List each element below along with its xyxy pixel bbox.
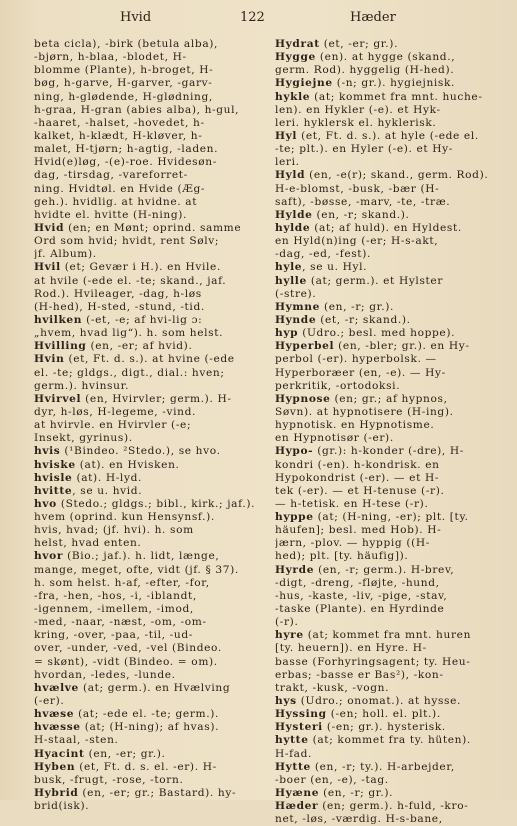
entry-line: jærn, -plov. — hyppig ((H- [275,537,430,550]
entry-line: Hyperboræer (en, -e). — Hy- [275,366,446,379]
entry-line: Hymne (en, -r; gr.). [275,300,394,313]
headword: Hvid [34,221,65,234]
entry-line: [ty. heuern]). en Hyre. H- [275,642,427,655]
entry-line: H-e-blomst, -busk, -bær (H- [275,182,440,195]
entry-line: trakt, -kusk, -vogn. [275,681,390,694]
entry-line: leri. [275,156,300,169]
entry-line: Hypokondrist (-er). — et H- [275,471,440,484]
entry-line: hytte (at; kommet fra ty. hüten). [275,734,471,747]
entry-line: -med, -naar, -næst, -om, -om- [34,616,207,629]
headword: Hyæne [275,787,320,800]
headword: hykle [275,90,311,103]
entry-line: Hvil (et; Gevær i H.). en Hvile. [34,261,221,274]
entry-line: (-r). [275,616,299,629]
entry-line: hvis (¹Bindeo. ²Stedo.), se hvo. [34,445,221,458]
entry-line: hyle, se u. Hyl. [275,261,368,274]
entry-line: Hypo- (gr.): h-konder (-dre), H- [275,445,465,458]
entry-line: dyr, h-løs, H-legeme, -vind. [34,405,197,418]
headword: hytte [275,734,309,747]
entry-line: malet, H-tjørn; h-agtig, -laden. [34,143,219,156]
headword: Hynde [275,313,317,326]
entry-line: Hylde (en, -r; skand.). [275,208,410,221]
entry-line: perbol (-er). hyperbolsk. — [275,353,437,366]
headword: Hyperbel [275,340,335,353]
entry-line: Hvilling (en, -er; af hvid). [34,340,193,353]
entry-line: Hyæne (en, -r; gr.). [275,787,394,800]
entry-line: hyppe (at; (H-ning, -er); plt. [ty. [275,511,469,524]
entry-line: häufen]; besl. med Hob). H- [275,524,442,537]
entry-line: Hyacint (en, -er; gr.). [34,747,166,760]
entry-line: Hyrde (en, -r; germ.). H-brev, [275,563,455,576]
entry-line: hvidte el. hvitte (H-ning). [34,208,188,221]
headword: Hæder [275,800,319,813]
headword: hvitte [34,484,73,497]
left-column [34,38,260,813]
headword: Hypo- [275,445,314,458]
entry-line: jf. Album). [34,248,97,261]
headword: hvæse [34,708,75,721]
headword: hylde [275,221,311,234]
headword: Hymne [275,300,320,313]
entry-line: Hvid(e)løg, -(e)-roe. Hvidesøn- [34,156,217,169]
entry-line: hyp (Udro.; besl. med hoppe). [275,327,456,340]
entry-line: kondri (-en). h-kondrisk. en [275,458,440,471]
entry-line: Insekt, gyrinus). [34,432,133,445]
entry-line: hylle (at; germ.). et Hylster [275,274,444,287]
entry-line: hvisle (at). H-lyd. [34,471,142,484]
entry-line: kring, -over, -paa, -til, -ud- [34,629,193,642]
headword: Hyben [34,760,76,773]
headword: hvælve [34,681,79,694]
headword: Hyld [275,169,306,182]
entry-line: bøg, h-garve, H-garver, -garv- [34,77,213,90]
entry-line: hvis, hvad; (jf. hvi). h. som [34,524,194,537]
headword: Hyl [275,129,298,142]
entry-line: basse (Forhyringsagent; ty. Heu- [275,655,471,668]
headword: Hvin [34,353,65,366]
entry-line: Hytte (en, -r; ty.). H-arbejder, [275,760,455,773]
entry-line: Hyperbel (en, -bler; gr.). en Hy- [275,340,470,353]
entry-line: brid(isk). [34,800,90,813]
entry-line: — h-tetisk. en H-tese (-r). [275,497,429,510]
entry-line: Hyl (et, Ft. d. s.). at hyle (-ede el. [275,129,479,142]
headword: Hygiejne [275,77,333,90]
entry-line: hvem (oprind. kun Hensynsf.). [34,511,215,524]
entry-line: -digt, -dreng, -fløjte, -hund, [275,576,440,589]
entry-line: Rod.). Hvileager, -dag, h-løs [34,287,202,300]
headword: Hyacint [34,747,85,760]
entry-line: perkritik, -ortodoksi. [275,379,401,392]
entry-line: germ.). hvinsur. [34,379,130,392]
entry-line: Hæder (en; germ.). h-fuld, -kro- [275,800,469,813]
entry-line: -taske (Plante). en Hyrdinde [275,603,445,616]
entry-line: el. -te; gldgs., digt., dial.: hven; [34,366,225,379]
entry-line: -fra, -hen, -hos, -i, -iblandt, [34,589,197,602]
entry-line: Hybrid (en, -er; gr.; Bastard). hy- [34,787,237,800]
entry-line: hed); plt. [ty. häufig]). [275,550,409,563]
headword: hviske [34,458,76,471]
headword: Hybrid [34,787,79,800]
page-header [0,10,517,28]
entry-line: ning. Hvidtøl. en Hvide (Æg- [34,182,206,195]
entry-line: Hyld (en, -e(r); skand., germ. Rod). [275,169,489,182]
entry-line: saft), -bøsse, -marv, -te, -træ. [275,195,451,208]
headword: hyre [275,629,304,642]
page-number: 122 [240,10,265,25]
headword: hyle [275,261,303,274]
entry-line: hviske (at). en Hvisken. [34,458,180,471]
entry-line: „hvem, hvad lig“). h. som helst. [34,327,224,340]
entry-line: Hynde (et, -r; skand.). [275,313,411,326]
headword: hvilken [34,313,83,326]
entry-line: -hus, -kaste, -liv, -pige, -stav, [275,589,448,602]
entry-line: hvitte, se u. hvid. [34,484,143,497]
entry-line: hvæsse (at; (H-ning); af hvas). [34,721,220,734]
headword: Hvil [34,261,61,274]
entry-line: (H-hed), H-sted, -stund, -tid. [34,300,205,313]
right-column [275,38,503,826]
headword: hys [275,695,297,708]
entry-line: Hydrat (et, -er; gr.). [275,38,399,50]
headword: Hygge [275,51,316,64]
entry-line: -boer (en, -e), -tag. [275,773,389,786]
entry-line: germ. Rod). hyggelig (H-hed). [275,64,455,77]
entry-line: Hysteri (-en; gr.). hysterisk. [275,721,446,734]
entry-line: busk, -frugt, -rose, -torn. [34,773,184,786]
headword: hyppe [275,511,314,524]
entry-line: at hvile (-ede el. -te; skand., jaf. [34,274,227,287]
entry-line: Hypnose (en; gr.; af hypnos, [275,392,448,405]
headword: hvisle [34,471,73,484]
entry-line: hvilken (-et, -e; af hvi-lig ɔ: [34,313,203,326]
header-right-guide-word: Hæder [350,10,396,25]
entry-line: over, -under, -ved, -vel (Bindeo. [34,642,222,655]
entry-line: Hygiejne (-n; gr.). hygiejnisk. [275,77,456,90]
entry-line: hvo (Stedo.; gldgs.; bibl., kirk.; jaf.). [34,497,256,510]
entry-line: hvordan, -ledes, -lunde. [34,668,176,681]
entry-line: Hyben (et, Ft. d. s. el. -er). H- [34,760,217,773]
entry-line: net, -løs, -værdig. H-s-bane, [275,813,443,826]
entry-line: H-fad. [275,747,313,760]
entry-line: Ord som hvid; hvidt, rent Sølv; [34,235,220,248]
entry-line: hykle (at; kommet fra mnt. huche- [275,90,483,103]
entry-line: kalket, h-klædt, H-kløver, h- [34,129,203,142]
entry-line: (-er). [34,695,65,708]
entry-line: Hyssing (-en; holl. el. plt.). [275,708,441,721]
entry-line: h. som helst. h-af, -efter, -for, [34,576,210,589]
entry-line: len). en Hykler (-e). et Hyk- [275,103,441,116]
headword: hvo [34,497,57,510]
headword: Hypnose [275,392,331,405]
entry-line: Hvin (et, Ft. d. s.). at hvine (-ede [34,353,235,366]
headword: Hyrde [275,563,315,576]
headword: hylle [275,274,307,287]
entry-line: en Hypnotisør (-er). [275,432,394,445]
headword: Hvirvel [34,392,82,405]
entry-line: hvæse (at; -ede el. -te; germ.). [34,708,219,721]
headword: hyp [275,327,299,340]
headword: Hyssing [275,708,327,721]
entry-line: erbas; -basse er Bas²), -kon- [275,668,444,681]
entry-line: hvor (Bio.; jaf.). h. lidt, længe, [34,550,220,563]
entry-line: blomme (Plante), h-broget, H- [34,64,214,77]
entry-line: leri. hyklersk el. hyklerisk. [275,116,437,129]
headword: Hytte [275,760,311,773]
entry-line: hylde (at; af huld). en Hyldest. [275,221,462,234]
entry-line: (-stre). [275,287,317,300]
entry-line: tek (-er). — et H-tenuse (-r). [275,484,445,497]
entry-line: hvælve (at; germ.). en Hvælving [34,681,231,694]
entry-line: en Hyld(n)ing (-er; H-s-akt, [275,235,439,248]
entry-line: H-staal, -sten. [34,734,119,747]
entry-line: -haaret, -halset, -hovedet, h- [34,116,205,129]
entry-line: dag, -tirsdag, -vareforret- [34,169,188,182]
headword: Hylde [275,208,313,221]
entry-line: -bjørn, h-blaa, -blodet, H- [34,51,187,64]
entry-line: h-graa, H-gran (abies alba), h-gul, [34,103,240,116]
headword: hvæsse [34,721,81,734]
headword: Hvilling [34,340,87,353]
entry-line: Hygge (en). at hygge (skand., [275,51,456,64]
entry-line: at hvirvle. en Hvirvler (-e; [34,419,192,432]
entry-line: Søvn). at hypnotisere (H-ing). [275,405,454,418]
entry-line: = skønt), -vidt (Bindeo. = om). [34,655,218,668]
header-left-guide-word: Hvid [120,10,152,25]
entry-line: helst, hvad enten. [34,537,142,550]
entry-line: -igennem, -imellem, -imod, [34,603,194,616]
entry-line: hyre (at; kommet fra mnt. huren [275,629,472,642]
entry-line: Hvirvel (en, Hvirvler; germ.). H- [34,392,232,405]
headword: Hydrat [275,38,320,50]
headword: hvor [34,550,64,563]
entry-line: mange, meget, ofte, vidt (jf. § 37). [34,563,239,576]
entry-line: geh.). hvidlig. at hvidne. at [34,195,198,208]
entry-line: hys (Udro.; onomat.). at hysse. [275,695,462,708]
entry-line: hypnotisk. en Hypnotisme. [275,419,435,432]
entry-line: ning, h-glødende, H-glødning, [34,90,213,103]
entry-line: beta cicla), -birk (betula alba), [34,38,219,50]
entry-line: Hvid (en; en Mønt; oprind. samme [34,221,242,234]
headword: Hysteri [275,721,323,734]
entry-line: -dag, -ed, -fest). [275,248,371,261]
headword: hvis [34,445,61,458]
entry-line: -te; plt.). en Hyler (-e). et Hy- [275,143,454,156]
